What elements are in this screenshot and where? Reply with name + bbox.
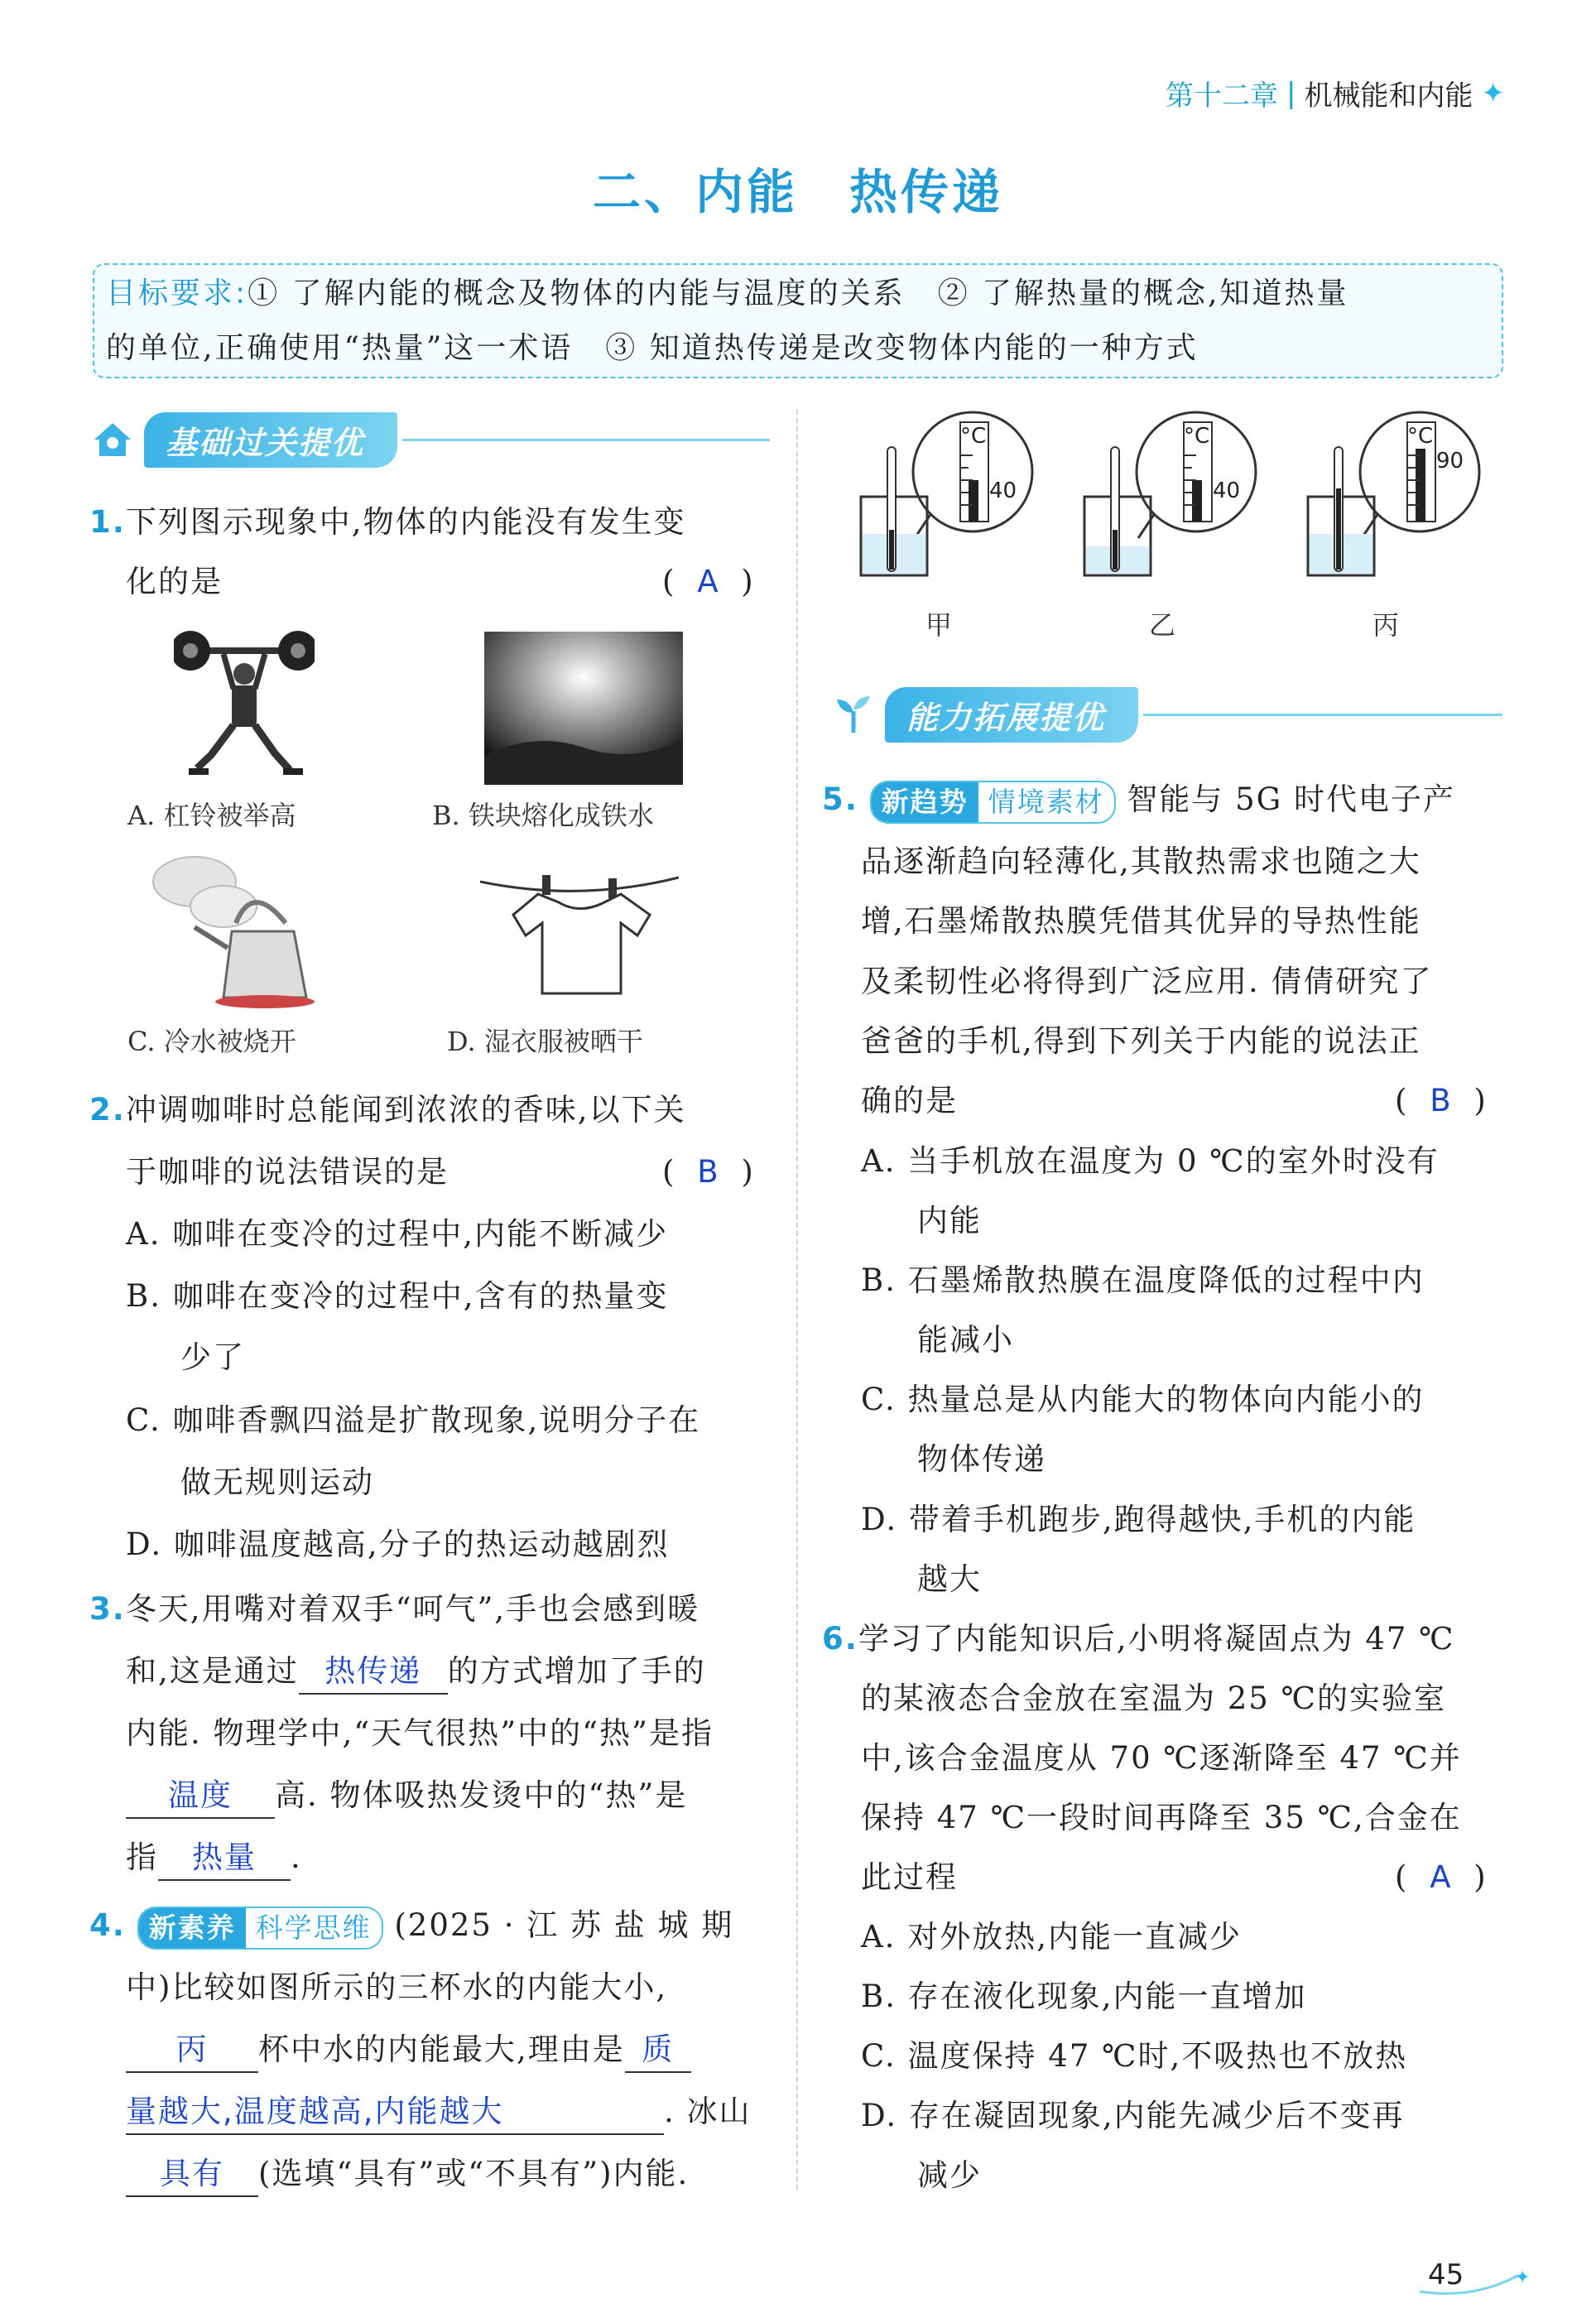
q3-line-5 [126,1828,302,1887]
q4-line-4 [126,2082,752,2142]
q1-option-d: D. 湿衣服被晒干 [447,1026,643,1057]
q3-text-4b: 高. 物体吸热发烫中的“热”是 [275,1777,688,1813]
q5-option-c-2: 物体传递 [917,1441,1046,1477]
sprout-icon [832,693,875,736]
q3-blank-3[interactable]: 热量 [158,1836,291,1881]
q4-text-4: . 冰山 [664,2094,752,2129]
q6-option-a: A. 对外放热,内能一直减少 [861,1919,1243,1955]
section-band-basic [91,414,770,465]
band-line-right [1143,714,1502,716]
q5-text-1: 智能与 5G 时代电子产 [1127,781,1455,817]
q4-blank-2b[interactable]: 量越大,温度越高,内能越大 [126,2090,664,2135]
q6-text-1: 学习了内能知识后,小明将凝固点为 47 ℃ [858,1621,1455,1657]
q5-answer-paren: ( B ) [1395,1083,1493,1118]
q6-line-1 [822,1609,1455,1669]
thermo-bing-unit: °C [1407,424,1434,449]
q6-answer: A [1430,1859,1458,1895]
q4-text-3: 杯中水的内能最大,理由是 [258,2032,625,2067]
q3-text-2b: 的方式增加了手的 [447,1653,706,1689]
chapter-label: 第十二章 [1166,79,1279,113]
thermo-bing-reading: 90 [1436,449,1464,474]
wet-shirt-image [480,857,679,1002]
q2-line-2: 于咖啡的说法错误的是 [126,1154,449,1190]
q6-line-4: 保持 47 ℃一段时间再降至 35 ℃,合金在 [861,1800,1462,1835]
q1-option-b: B. 铁块熔化成铁水 [432,800,654,831]
q6-number: 6. [822,1621,858,1657]
q2-line-1 [89,1080,686,1140]
q3-text-5a: 指 [126,1839,158,1875]
column-divider [796,410,798,2190]
q3-line-1 [89,1580,699,1639]
thermometer-jia [836,397,1035,641]
q6-option-b: B. 存在液化现象,内能一直增加 [861,1979,1307,2014]
q5-tag-b: 情境素材 [988,785,1104,818]
q6-option-c: C. 温度保持 47 ℃时,不吸热也不放热 [861,2038,1408,2074]
q1-line-2: 化的是 [126,564,223,599]
q5-line-5: 爸爸的手机,得到下列关于内能的说法正 [861,1023,1421,1059]
q3-text-1: 冬天,用嘴对着双手“呵气”,手也会感到暖 [125,1591,700,1627]
q4-text-1: (2025 · 江 苏 盐 城 期 [394,1907,734,1943]
q1-answer: A [697,564,725,599]
q3-number: 3. [89,1591,126,1627]
q5-line-6: 确的是 [861,1083,958,1118]
thermo-jia-label: 甲 [925,609,953,641]
q3-blank-2[interactable]: 温度 [126,1774,275,1819]
barbell-lifter-image [174,623,315,788]
q5-line-3: 增,石墨烯散热膜凭借其优异的导热性能 [861,903,1421,939]
q2-answer-paren: ( B ) [662,1154,760,1190]
q3-line-2 [126,1642,706,1701]
q2-option-c-1: C. 咖啡香飘四溢是扩散现象,说明分子在 [126,1402,701,1438]
section-title-basic: 基础过关提优 [144,412,397,468]
thermometer-yi [1060,397,1258,641]
q5-option-b-1: B. 石墨烯散热膜在温度降低的过程中内 [861,1262,1425,1298]
thermo-jia-unit: °C [960,424,987,449]
goals-line-2: 的单位,正确使用“热量”这一术语 ③ 知道热传递是改变物体内能的一种方式 [106,331,1199,365]
q6-answer-paren: ( A ) [1395,1859,1493,1895]
thermo-yi-unit: °C [1184,424,1210,449]
sparkle-icon: ✦ [1481,76,1505,110]
kettle-image [145,849,335,1014]
q2-option-b-2: 少了 [180,1339,245,1375]
q1-text-1: 下列图示现象中,物体的内能没有发生变 [125,504,686,540]
q1-answer-paren: ( A ) [662,564,760,599]
page-title: 二、内能 热传递 [592,164,1003,220]
q4-line-3 [126,2020,691,2080]
section-title-advanced: 能力拓展提优 [885,687,1138,743]
q1-line-1 [89,493,686,552]
q4-line-5 [126,2144,689,2204]
q6-option-d-1: D. 存在凝固现象,内能先减少后不变再 [861,2098,1405,2133]
q2-option-a: A. 咖啡在变冷的过程中,内能不断减少 [126,1216,669,1252]
q2-text-1: 冲调咖啡时总能闻到浓浓的香味,以下关 [125,1092,686,1128]
q3-line-4 [126,1766,687,1825]
house-icon [91,418,134,461]
q5-line-4: 及柔韧性必将得到广泛应用. 倩倩研究了 [861,964,1433,999]
thermometer-bing [1283,397,1482,641]
q5-option-a-2: 内能 [917,1203,982,1238]
goals-line-1 [106,267,1348,321]
q4-tag [137,1907,383,1950]
section-band-advanced [832,689,1502,740]
q6-line-3: 中,该合金温度从 70 ℃逐渐降至 47 ℃并 [861,1740,1462,1776]
q3-line-3: 内能. 物理学中,“天气很热”中的“热”是指 [126,1715,714,1751]
q2-option-b-1: B. 咖啡在变冷的过程中,含有的热量变 [126,1278,669,1314]
q4-text-5: (选填“具有”或“不具有”)内能. [258,2156,690,2191]
q2-answer: B [697,1154,725,1190]
q2-number: 2. [89,1092,126,1128]
thermo-jia-reading: 40 [989,478,1017,503]
q4-number: 4. [89,1907,126,1943]
q5-line-2: 品逐渐趋向轻薄化,其散热需求也随之大 [861,844,1421,879]
thermometer-figure [836,397,1515,646]
thermo-bing-label: 丙 [1372,609,1400,641]
thermo-yi-reading: 40 [1213,478,1241,503]
q2-option-d: D. 咖啡温度越高,分子的热运动越剧烈 [126,1527,670,1562]
svg-text:✦: ✦ [1515,2267,1531,2288]
section-label: 机械能和内能 [1304,79,1473,113]
q4-tag-a: 新素养 [139,1908,246,1948]
q6-option-d-2: 减少 [917,2157,982,2193]
q4-blank-2a[interactable]: 质 [625,2028,691,2073]
q3-text-5b: . [291,1839,302,1875]
q3-text-2a: 和,这是通过 [126,1653,299,1689]
header-separator: | [1286,76,1296,110]
band-line [402,439,770,441]
q4-tag-b: 科学思维 [255,1911,372,1944]
q6-line-5: 此过程 [861,1859,958,1895]
chapter-header [1166,73,1505,113]
q5-tag [870,781,1116,824]
thermo-yi-label: 乙 [1149,609,1176,641]
q5-answer: B [1430,1083,1458,1118]
goals-label: 目标要求: [106,277,248,310]
q4-line-2: 中)比较如图所示的三杯水的内能大小, [126,1969,668,2005]
q1-option-a: A. 杠铃被举高 [127,800,296,831]
beaker-bing-icon [1283,397,1482,604]
q4-line-1 [89,1896,733,1955]
q4-blank-3[interactable]: 具有 [126,2152,258,2197]
q5-line-1 [822,770,1455,830]
q5-option-d-1: D. 带着手机跑步,跑得越快,手机的内能 [861,1502,1416,1537]
q3-blank-1[interactable]: 热传递 [299,1650,448,1695]
q6-line-2: 的某液态合金放在室温为 25 ℃的实验室 [861,1681,1446,1716]
q1-number: 1. [89,504,126,540]
q2-option-c-2: 做无规则运动 [180,1464,374,1500]
page-number: 45 [1428,2258,1464,2291]
q5-number: 5. [822,781,858,817]
q5-option-c-1: C. 热量总是从内能大的物体向内能小的 [861,1382,1425,1417]
q4-blank-1[interactable]: 丙 [126,2028,258,2073]
q5-option-a-1: A. 当手机放在温度为 0 ℃的室外时没有 [861,1143,1440,1179]
q5-option-b-2: 能减小 [917,1322,1014,1358]
goals-text-1: ① 了解内能的概念及物体的内能与温度的关系 ② 了解热量的概念,知道热量 [248,277,1349,310]
q5-tag-a: 新趋势 [872,782,978,822]
q1-option-c: C. 冷水被烧开 [127,1026,296,1057]
q5-option-d-2: 越大 [917,1561,982,1597]
molten-iron-image [484,632,683,785]
